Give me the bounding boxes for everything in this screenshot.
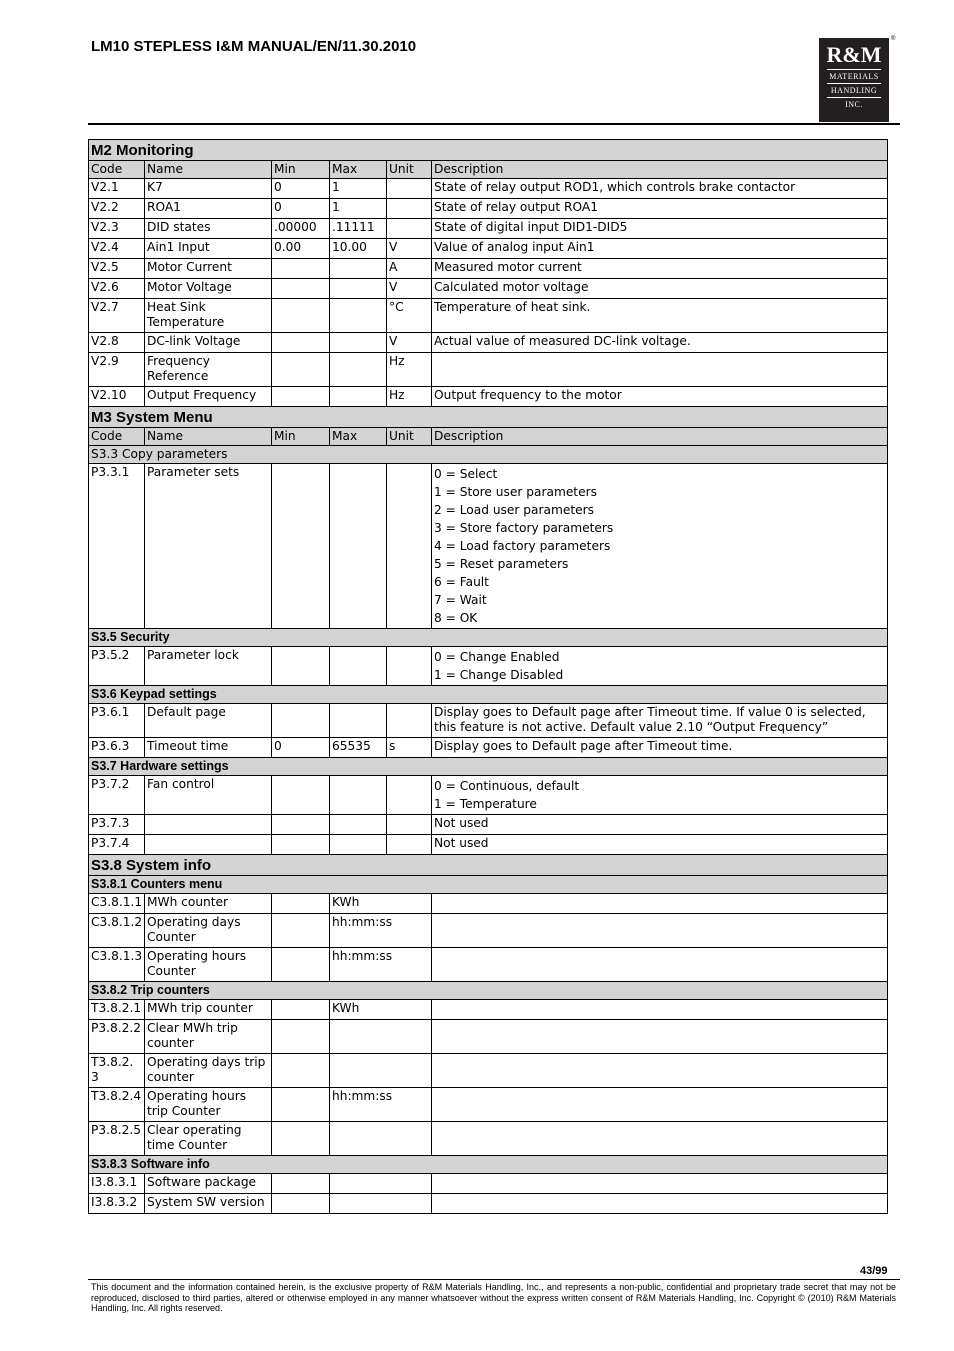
cell-min	[272, 914, 330, 948]
section-m3-system-menu: M3 System Menu	[89, 407, 888, 428]
cell-description	[432, 1000, 888, 1020]
cell-code: V2.9	[89, 353, 145, 387]
table-row	[89, 948, 888, 982]
cell-max	[330, 353, 387, 387]
option-item: 0 = Select	[434, 467, 498, 481]
cell-description	[432, 1054, 888, 1088]
cell-code: I3.8.3.1	[89, 1174, 145, 1194]
subsection-security-row	[89, 629, 888, 647]
header-max: Max	[330, 161, 387, 179]
cell-min	[272, 1194, 330, 1214]
cell-code: P3.6.3	[89, 738, 145, 758]
cell-description	[432, 353, 888, 387]
header-min: Min	[272, 161, 330, 179]
logo-line3: INC.	[845, 100, 863, 109]
cell-code: T3.8.2.1	[89, 1000, 145, 1020]
cell-name: DID states	[145, 219, 272, 239]
option-item: 8 = OK	[434, 611, 478, 625]
cell-description: Temperature of heat sink.	[432, 299, 888, 333]
cell-max	[330, 464, 387, 629]
cell-max: 1	[330, 179, 387, 199]
subsection-hardware-settings: S3.7 Hardware settings	[89, 758, 888, 776]
cell-unit: hh:mm:ss	[330, 1088, 432, 1122]
cell-max	[330, 299, 387, 333]
cell-code: P3.8.2.5	[89, 1122, 145, 1156]
table-row	[89, 1054, 888, 1088]
cell-min: .00000	[272, 219, 330, 239]
cell-max: 10.00	[330, 239, 387, 259]
cell-code: V2.2	[89, 199, 145, 219]
cell-max	[330, 704, 387, 738]
cell-description: Measured motor current	[432, 259, 888, 279]
option-item: 4 = Load factory parameters	[434, 539, 611, 553]
table-row	[89, 1000, 888, 1020]
cell-min	[272, 279, 330, 299]
cell-unit	[330, 1054, 432, 1088]
cell-unit: V	[387, 239, 432, 259]
cell-unit	[387, 835, 432, 855]
cell-unit	[387, 464, 432, 629]
cell-description: Actual value of measured DC-link voltage.	[432, 333, 888, 353]
cell-unit	[387, 219, 432, 239]
cell-code: P3.7.3	[89, 815, 145, 835]
cell-code: P3.8.2.2	[89, 1020, 145, 1054]
table-row	[89, 1174, 888, 1194]
cell-min	[272, 1000, 330, 1020]
cell-description	[432, 1194, 888, 1214]
header-code: Code	[89, 161, 145, 179]
cell-name: Fan control	[145, 776, 272, 815]
cell-unit: Hz	[387, 387, 432, 407]
cell-description: Output frequency to the motor	[432, 387, 888, 407]
cell-description	[432, 894, 888, 914]
header-unit: Unit	[387, 161, 432, 179]
cell-min	[272, 647, 330, 686]
parameter-table	[88, 139, 888, 1214]
cell-max: .11111	[330, 219, 387, 239]
cell-name: Frequency Reference	[145, 353, 272, 387]
cell-max	[330, 279, 387, 299]
subsection-keypad-settings: S3.6 Keypad settings	[89, 686, 888, 704]
logo-main: R&M	[826, 42, 882, 67]
cell-code: C3.8.1.2	[89, 914, 145, 948]
cell-name: Motor Voltage	[145, 279, 272, 299]
registered-mark: ®	[891, 36, 896, 42]
cell-min	[272, 464, 330, 629]
cell-code: P3.7.2	[89, 776, 145, 815]
cell-min	[272, 387, 330, 407]
confidentiality-notice: This document and the information contained herein, is the exclusive property of R&M Materials Handling, Inc., and represents a non-public, confidential and proprietary trade secret that may not be reproduced, disclosed to third parties, altered or otherwise employed in any manner whatsoever without the express written consent of R&M Materials Handling, Inc. Copyright © (2010) R&M Materials Handling, Inc. All rights reserved.	[91, 1282, 896, 1313]
cell-max	[330, 815, 387, 835]
cell-code: V2.3	[89, 219, 145, 239]
cell-name: MWh trip counter	[145, 1000, 272, 1020]
cell-name: Operating hours trip Counter	[145, 1088, 272, 1122]
cell-max	[330, 835, 387, 855]
cell-name	[145, 815, 272, 835]
document-title: LM10 STEPLESS I&M MANUAL/EN/11.30.2010	[91, 38, 417, 55]
cell-min	[272, 776, 330, 815]
cell-unit: KWh	[330, 1000, 432, 1020]
cell-min	[272, 815, 330, 835]
footer-divider	[88, 1279, 900, 1280]
cell-description: Display goes to Default page after Timeout time.	[432, 738, 888, 758]
cell-min	[272, 948, 330, 982]
table-row	[89, 894, 888, 914]
header-description: Description	[432, 161, 888, 179]
column-header-row	[89, 428, 888, 446]
header-code: Code	[89, 428, 145, 446]
cell-description	[432, 1122, 888, 1156]
cell-description	[432, 464, 888, 629]
rm-logo	[819, 38, 889, 122]
cell-description: Not used	[432, 835, 888, 855]
cell-unit	[387, 647, 432, 686]
table-row	[89, 279, 888, 299]
subsection-keypad-settings-row	[89, 686, 888, 704]
cell-unit	[330, 1194, 432, 1214]
cell-code: V2.8	[89, 333, 145, 353]
cell-unit	[387, 179, 432, 199]
table-row	[89, 1194, 888, 1214]
option-item: 3 = Store factory parameters	[434, 521, 614, 535]
logo-rule	[827, 83, 881, 84]
table-row	[89, 299, 888, 333]
cell-code: P3.7.4	[89, 835, 145, 855]
cell-name: Heat Sink Temperature	[145, 299, 272, 333]
logo-line2: HANDLING	[830, 86, 878, 95]
section-s38-system-info: S3.8 System info	[89, 855, 888, 876]
cell-code: P3.5.2	[89, 647, 145, 686]
table-row	[89, 815, 888, 835]
table-row	[89, 835, 888, 855]
header-name: Name	[145, 428, 272, 446]
option-item: 6 = Fault	[434, 575, 489, 589]
cell-description: Calculated motor voltage	[432, 279, 888, 299]
table-row	[89, 776, 888, 815]
page-number: 43/99	[860, 1265, 888, 1277]
cell-description	[432, 914, 888, 948]
subsection-counters-menu-row	[89, 876, 888, 894]
cell-description	[432, 1020, 888, 1054]
cell-max	[330, 333, 387, 353]
header-min: Min	[272, 428, 330, 446]
cell-code: I3.8.3.2	[89, 1194, 145, 1214]
cell-unit: V	[387, 279, 432, 299]
cell-name: K7	[145, 179, 272, 199]
table-row	[89, 464, 888, 629]
cell-name: Operating days trip counter	[145, 1054, 272, 1088]
cell-unit: hh:mm:ss	[330, 948, 432, 982]
cell-code: V2.1	[89, 179, 145, 199]
cell-max: 65535	[330, 738, 387, 758]
option-item: 2 = Load user parameters	[434, 503, 594, 517]
option-item: 7 = Wait	[434, 593, 487, 607]
option-item: 1 = Change Disabled	[434, 668, 564, 682]
cell-name: Clear MWh trip counter	[145, 1020, 272, 1054]
cell-name: Motor Current	[145, 259, 272, 279]
cell-code: C3.8.1.1	[89, 894, 145, 914]
subsection-copy-parameters: S3.3 Copy parameters	[89, 446, 888, 464]
option-item: 1 = Temperature	[434, 797, 537, 811]
cell-description	[432, 776, 888, 815]
subsection-counters-menu: S3.8.1 Counters menu	[89, 876, 888, 894]
subsection-trip-counters: S3.8.2 Trip counters	[89, 982, 888, 1000]
cell-description: Value of analog input Ain1	[432, 239, 888, 259]
cell-min	[272, 1174, 330, 1194]
table-row	[89, 387, 888, 407]
cell-code: T3.8.2. 3	[89, 1054, 145, 1088]
cell-code: V2.7	[89, 299, 145, 333]
cell-unit	[387, 815, 432, 835]
cell-name: Clear operating time Counter	[145, 1122, 272, 1156]
cell-min	[272, 353, 330, 387]
table-row	[89, 1020, 888, 1054]
table-row	[89, 353, 888, 387]
cell-description	[432, 1174, 888, 1194]
cell-name: Output Frequency	[145, 387, 272, 407]
cell-description	[432, 647, 888, 686]
cell-unit: °C	[387, 299, 432, 333]
cell-name: MWh counter	[145, 894, 272, 914]
cell-unit: V	[387, 333, 432, 353]
cell-min: 0	[272, 199, 330, 219]
cell-max	[330, 647, 387, 686]
cell-description	[432, 1088, 888, 1122]
cell-name: Default page	[145, 704, 272, 738]
subsection-trip-counters-row	[89, 982, 888, 1000]
cell-max	[330, 387, 387, 407]
option-item: 0 = Change Enabled	[434, 650, 560, 664]
header-description: Description	[432, 428, 888, 446]
table-row	[89, 914, 888, 948]
cell-min	[272, 894, 330, 914]
section-s38-system-info-row	[89, 855, 888, 876]
header-unit: Unit	[387, 428, 432, 446]
header-max: Max	[330, 428, 387, 446]
table-row	[89, 704, 888, 738]
cell-unit: A	[387, 259, 432, 279]
cell-code: C3.8.1.3	[89, 948, 145, 982]
cell-max	[330, 776, 387, 815]
cell-unit	[387, 704, 432, 738]
cell-unit	[387, 199, 432, 219]
cell-unit: s	[387, 738, 432, 758]
cell-unit	[387, 776, 432, 815]
cell-name	[145, 835, 272, 855]
cell-code: P3.6.1	[89, 704, 145, 738]
cell-name: Timeout time	[145, 738, 272, 758]
cell-code: V2.4	[89, 239, 145, 259]
cell-name: DC-link Voltage	[145, 333, 272, 353]
table-row	[89, 239, 888, 259]
cell-name: Operating days Counter	[145, 914, 272, 948]
table-row	[89, 219, 888, 239]
header-divider	[88, 123, 900, 125]
table-row	[89, 647, 888, 686]
section-m2-monitoring: M2 Monitoring	[89, 140, 888, 161]
subsection-software-info-row	[89, 1156, 888, 1174]
cell-name: Software package	[145, 1174, 272, 1194]
table-row	[89, 738, 888, 758]
cell-unit	[330, 1174, 432, 1194]
cell-description: Not used	[432, 815, 888, 835]
table-row	[89, 1122, 888, 1156]
cell-code: V2.5	[89, 259, 145, 279]
cell-code: T3.8.2.4	[89, 1088, 145, 1122]
cell-max	[330, 259, 387, 279]
table-row	[89, 1088, 888, 1122]
subsection-software-info: S3.8.3 Software info	[89, 1156, 888, 1174]
option-item: 0 = Continuous, default	[434, 779, 580, 793]
cell-name: Operating hours Counter	[145, 948, 272, 982]
section-m3-system-menu-row	[89, 407, 888, 428]
subsection-hardware-settings-row	[89, 758, 888, 776]
cell-description: State of relay output ROA1	[432, 199, 888, 219]
parameter-table-body	[89, 140, 888, 1214]
cell-min: 0	[272, 179, 330, 199]
cell-min	[272, 299, 330, 333]
logo-line1: MATERIALS	[829, 72, 879, 81]
table-row	[89, 179, 888, 199]
cell-name: Ain1 Input	[145, 239, 272, 259]
cell-code: V2.10	[89, 387, 145, 407]
option-item: 1 = Store user parameters	[434, 485, 597, 499]
subsection-copy-parameters-row	[89, 446, 888, 464]
column-header-row	[89, 161, 888, 179]
cell-code: P3.3.1	[89, 464, 145, 629]
table-row	[89, 259, 888, 279]
cell-unit	[330, 1020, 432, 1054]
cell-min	[272, 704, 330, 738]
cell-min	[272, 835, 330, 855]
cell-name: Parameter lock	[145, 647, 272, 686]
cell-unit	[330, 1122, 432, 1156]
cell-min	[272, 1122, 330, 1156]
cell-min	[272, 1020, 330, 1054]
cell-name: System SW version	[145, 1194, 272, 1214]
cell-name: ROA1	[145, 199, 272, 219]
cell-unit: Hz	[387, 353, 432, 387]
cell-description: State of relay output ROD1, which controls brake contactor	[432, 179, 888, 199]
cell-min: 0	[272, 738, 330, 758]
cell-unit: KWh	[330, 894, 432, 914]
cell-min: 0.00	[272, 239, 330, 259]
cell-description	[432, 948, 888, 982]
table-row	[89, 199, 888, 219]
cell-max: 1	[330, 199, 387, 219]
cell-name: Parameter sets	[145, 464, 272, 629]
logo-rule	[827, 69, 881, 70]
table-row	[89, 333, 888, 353]
cell-min	[272, 259, 330, 279]
cell-description: State of digital input DID1-DID5	[432, 219, 888, 239]
header-name: Name	[145, 161, 272, 179]
cell-code: V2.6	[89, 279, 145, 299]
option-item: 5 = Reset parameters	[434, 557, 569, 571]
cell-description: Display goes to Default page after Timeout time. If value 0 is selected, this feature is not active. Default value 2.10 “Output Frequency”	[432, 704, 888, 738]
logo-rule	[827, 97, 881, 98]
cell-min	[272, 1088, 330, 1122]
cell-min	[272, 1054, 330, 1088]
cell-unit: hh:mm:ss	[330, 914, 432, 948]
section-m2-monitoring-row	[89, 140, 888, 161]
cell-min	[272, 333, 330, 353]
subsection-security: S3.5 Security	[89, 629, 888, 647]
